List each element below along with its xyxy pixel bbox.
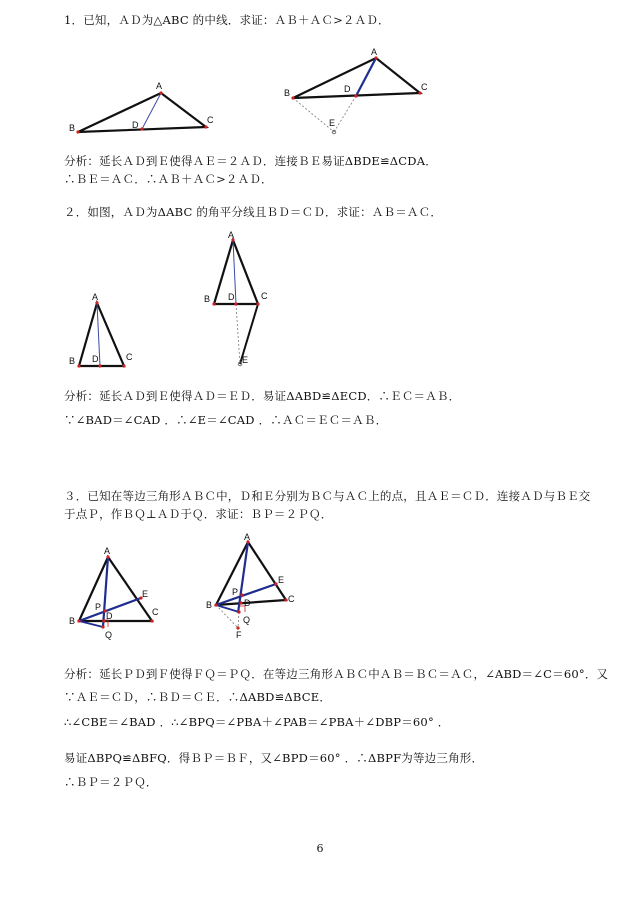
label-b: B [69, 123, 76, 133]
problem-2-figure-1 [64, 290, 144, 372]
problem-1-figure-2 [280, 46, 440, 140]
label-a: A [371, 47, 378, 57]
label-b: B [206, 600, 213, 610]
label-c: C [152, 607, 159, 617]
label-a: A [104, 546, 111, 556]
label-d: D [244, 598, 251, 608]
problem-2-analysis-line-1: 分析：延长ＡＤ到Ｅ使得ＡＤ＝ＥＤ．易证ΔABD≌ΔECD．∴ＥＣ＝ＡＢ． [64, 389, 461, 403]
page-number: 6 [316, 842, 324, 855]
problem-1-analysis-line-1: 分析：延长ＡＤ到Ｅ使得ＡＥ＝２ＡＤ．连接ＢＥ易证ΔBDE≌ΔCDA． [64, 154, 437, 168]
label-c: C [421, 82, 428, 92]
problem-3-analysis-line-2: ∵ＡＥ＝ＣＤ，∴ＢＤ＝ＣＥ．∴ΔABD≌ΔBCE． [64, 690, 332, 704]
label-a: A [92, 292, 99, 302]
label-d: D [344, 84, 351, 94]
problem-3-figure-1 [64, 543, 168, 643]
label-b: B [204, 294, 211, 304]
label-e: E [142, 589, 149, 599]
label-p: P [232, 587, 239, 597]
label-b: B [284, 88, 291, 98]
label-p: P [95, 602, 102, 612]
problem-3-analysis-line-5: ∴ＢＰ＝２ＰＱ． [64, 775, 158, 789]
label-c: C [288, 594, 295, 604]
label-q: Q [105, 630, 113, 640]
label-c: C [261, 291, 268, 301]
label-e: E [329, 118, 336, 128]
problem-3-statement-line-1: ３．已知在等边三角形ＡＢＣ中，Ｄ和Ｅ分别为ＢＣ与ＡＣ上的点，且ＡＥ＝ＣＤ．连接ＡＤ与ＢＥ交 [64, 489, 591, 503]
problem-3-analysis-line-4: 易证ΔBPQ≌ΔBFQ．得ＢＰ＝ＢＦ，又∠BPD＝60° ．∴ΔBPF为等边三角形． [64, 751, 484, 765]
problem-2-figure-2 [196, 230, 286, 372]
label-b: B [69, 616, 76, 626]
label-f: F [236, 630, 242, 640]
label-d: D [106, 611, 113, 621]
problem-1-statement: 1．已知，ＡＤ为△ABC 的中线．求证：ＡＢ＋ＡＣ>２ＡＤ． [64, 13, 390, 27]
label-e: E [242, 355, 249, 365]
problem-3-figure-2 [200, 530, 312, 642]
label-a: A [228, 230, 235, 240]
problem-2-statement: ２．如图，ＡＤ为ΔABC 的角平分线且ＢＤ＝ＣＤ．求证：ＡＢ＝ＡＣ． [64, 205, 443, 219]
problem-3-analysis-line-3: ∴∠CBE＝∠BAD ．∴∠BPQ＝∠PBA＋∠PAB＝∠PBA＋∠DBP＝60° ． [64, 715, 450, 729]
label-b: B [69, 356, 76, 366]
problem-3-analysis-line-1: 分析：延长ＰＤ到Ｆ使得ＦＱ＝ＰＱ．在等边三角形ＡＢＣ中ＡＢ＝ＢＣ＝ＡＣ，∠ABD＝∠C＝60°．又 [64, 667, 609, 681]
label-c: C [207, 115, 214, 125]
label-a: A [156, 81, 163, 91]
label-e: E [278, 575, 285, 585]
label-d: D [92, 354, 99, 364]
label-d: D [228, 292, 235, 302]
label-d: D [132, 120, 139, 130]
problem-2-analysis-line-2: ∵∠BAD＝∠CAD ．∴∠E＝∠CAD ．∴ＡＣ＝ＥＣ＝ＡＢ． [64, 413, 388, 427]
label-q: Q [243, 615, 251, 625]
problem-1-figure-1 [66, 80, 226, 138]
problem-3-statement-line-2: 于点Ｐ，作ＢＱ⊥ＡＤ于Ｑ．求证：ＢＰ＝２ＰＱ． [64, 507, 333, 521]
label-a: A [244, 532, 251, 542]
label-c: C [126, 352, 133, 362]
problem-1-analysis-line-2: ∴ＢＥ＝ＡＣ．∴ＡＢ＋ＡＣ>２ＡＤ． [64, 172, 273, 186]
